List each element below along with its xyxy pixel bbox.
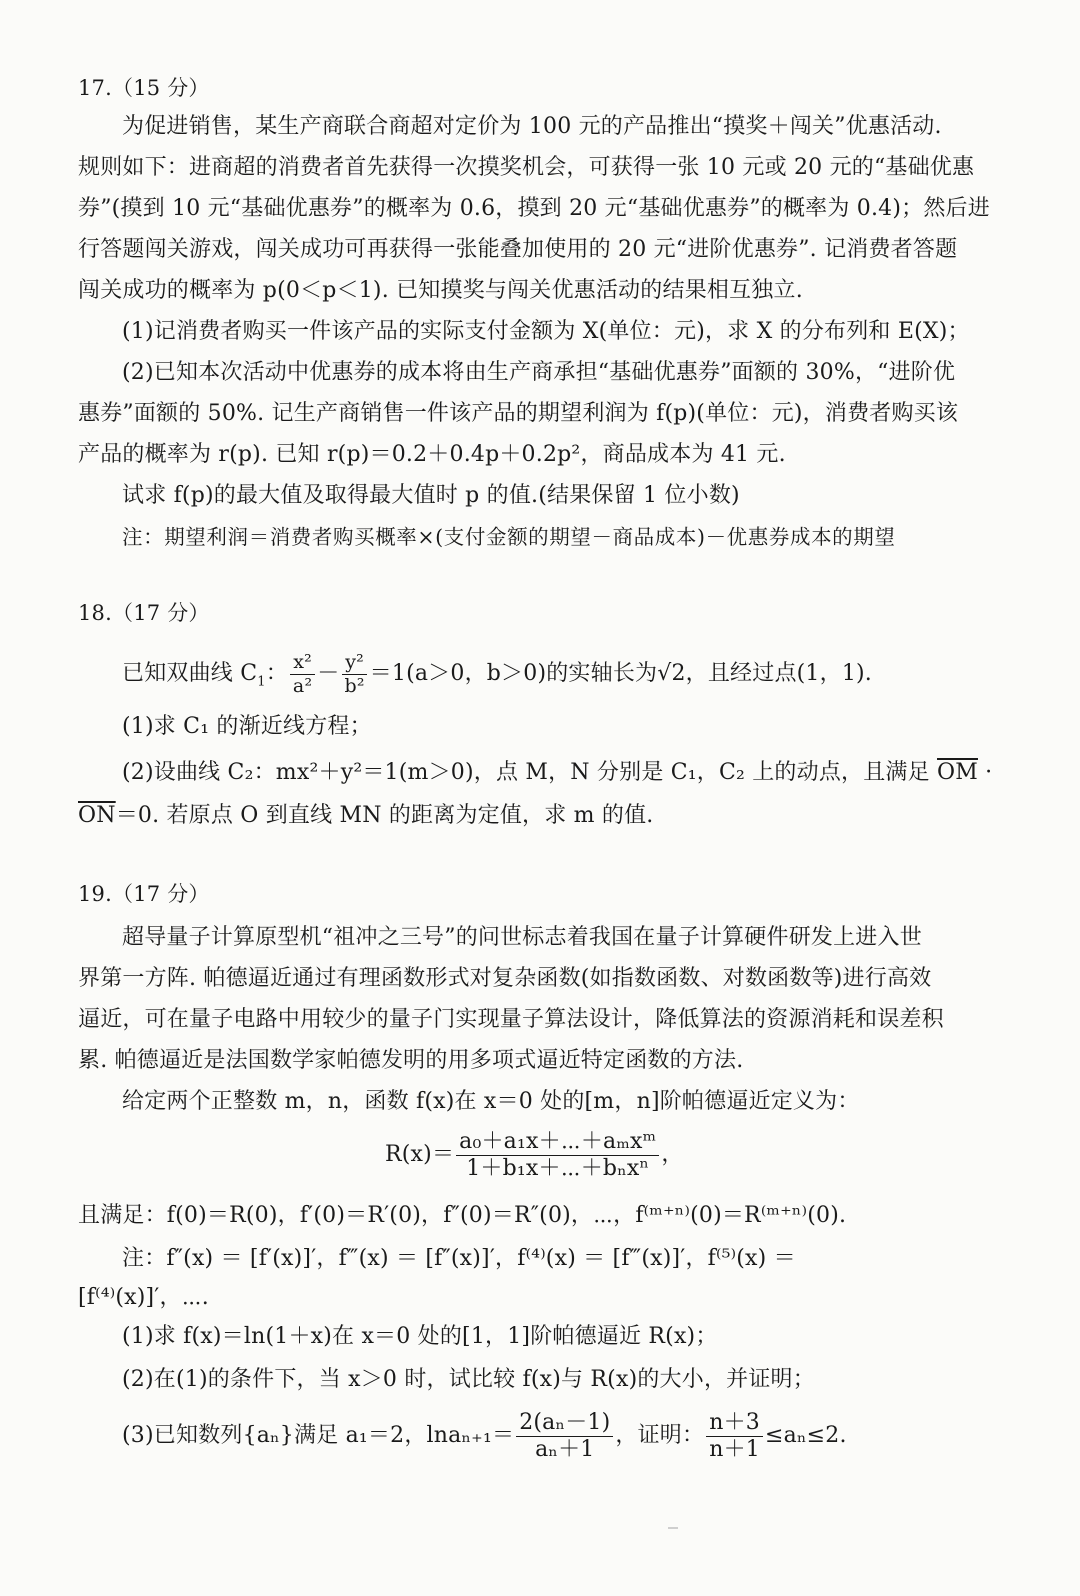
q19-line: 超导量子计算原型机“祖冲之三号”的问世标志着我国在量子计算硬件研发上进入世 (122, 925, 922, 950)
fraction-denominator: 1＋b₁x＋⋯＋bₙxⁿ (466, 1155, 650, 1181)
fraction (341, 650, 367, 697)
fraction-denominator: a² (292, 674, 313, 697)
q19-note-cont: [f⁽⁴⁾(x)]′，⋯. (78, 1285, 209, 1310)
q17-line: 试求 f(p)的最大值及取得最大值时 p 的值.(结果保留 1 位小数) (122, 483, 740, 508)
q19-text: ，证明： (615, 1423, 705, 1448)
q18-part-1: (1)求 C₁ 的渐近线方程； (122, 714, 372, 739)
fraction (456, 1128, 659, 1181)
q17-line: 为促进销售，某生产商联合商超对定价为 100 元的产品推出“摸奖＋闯关”优惠活动. (122, 114, 942, 139)
q18-part-2 (122, 757, 992, 789)
q17-heading: 17.（15 分） (78, 76, 210, 100)
fraction-denominator: aₙ＋1 (535, 1436, 595, 1462)
fraction-denominator: n＋1 (709, 1436, 760, 1462)
q18-text: · (977, 760, 993, 785)
scan-mark (668, 1527, 678, 1529)
pade-formula (385, 1126, 684, 1184)
q17-line: 规则如下：进商超的消费者首先获得一次摸奖机会，可获得一张 10 元或 20 元的“基础优惠 (78, 155, 975, 180)
fraction (516, 1409, 613, 1462)
q17-note: 注：期望利润＝消费者购买概率×(支付金额的期望－商品成本)－优惠券成本的期望 (122, 525, 896, 549)
q18-text: 已知双曲线 C (122, 661, 258, 686)
q18-text: (2)设曲线 C₂：mx²＋y²＝1(m＞0)，点 M，N 分别是 C₁，C₂ 上的动点，且满足 (122, 760, 938, 785)
q17-line: 行答题闯关游戏，闯关成功可再获得一张能叠加使用的 20 元“进阶优惠券”. 记消费者答题 (78, 237, 958, 262)
q19-note: 注：f″(x) ＝ [f′(x)]′，f‴(x) ＝ [f″(x)]′，f⁽⁴⁾(x) ＝ [f‴(x)]′，f⁽⁵⁾(x) ＝ (122, 1246, 796, 1271)
q19-condition: 且满足：f(0)＝R(0)，f′(0)＝R′(0)，f″(0)＝R″(0)，⋯，f⁽ᵐ⁺ⁿ⁾(0)＝R⁽ᵐ⁺ⁿ⁾(0). (78, 1203, 847, 1228)
fraction-numerator: n＋3 (706, 1412, 763, 1437)
q19-line: 累. 帕德逼近是法国数学家帕德发明的用多项式逼近特定函数的方法. (78, 1048, 744, 1073)
fraction-numerator: x² (290, 653, 315, 675)
fraction-numerator: y² (342, 653, 367, 675)
q18-heading: 18.（17 分） (78, 601, 210, 625)
q18-text: ＝1(a＞0，b＞0)的实轴长为√2，且经过点(1，1). (369, 661, 872, 686)
q19-text: (3)已知数列{aₙ}满足 a₁＝2，lnaₙ₊₁＝ (122, 1423, 515, 1448)
q18-text: － (317, 661, 340, 686)
q17-part-2: (2)已知本次活动中优惠券的成本将由生产商承担“基础优惠券”面额的 30%，“进阶优 (122, 360, 956, 385)
q19-line: 界第一方阵. 帕德逼近通过有理函数形式对复杂函数(如指数函数、对数函数等)进行高效 (78, 966, 932, 991)
q17-line: 产品的概率为 r(p). 已知 r(p)＝0.2＋0.4p＋0.2p²，商品成本为 41 元. (78, 442, 786, 467)
q17-line: 惠券”面额的 50%. 记生产商销售一件该产品的期望利润为 f(p)(单位：元)，消费者购买该 (78, 401, 959, 426)
formula-end: ， (661, 1142, 684, 1167)
q18-line-1 (122, 652, 872, 704)
q19-part-3 (122, 1408, 847, 1464)
q17-line: 闯关成功的概率为 p(0＜p＜1). 已知摸奖与闯关优惠活动的结果相互独立. (78, 278, 803, 303)
fraction-numerator: 2(aₙ－1) (516, 1412, 613, 1437)
q19-line: 逼近，可在量子电路中用较少的量子门实现量子算法设计，降低算法的资源消耗和误差积 (78, 1007, 944, 1032)
q19-heading: 19.（17 分） (78, 882, 210, 906)
q19-part-1: (1)求 f(x)＝ln(1＋x)在 x＝0 处的[1，1]阶帕德逼近 R(x)； (122, 1324, 718, 1349)
q18-sub: 1 (257, 674, 266, 690)
q18-part-2-cont (78, 800, 654, 832)
vector-om: $\overline{OM}$ (937, 760, 978, 785)
fraction (290, 650, 315, 697)
q17-part-1: (1)记消费者购买一件该产品的实际支付金额为 X(单位：元)，求 X 的分布列和 E(X)； (122, 319, 970, 344)
q18-text: ＝0. 若原点 O 到直线 MN 的距离为定值，求 m 的值. (115, 803, 654, 828)
vector-on: $\overline{ON}$ (78, 803, 116, 828)
fraction (706, 1409, 763, 1462)
q17-line: 券”(摸到 10 元“基础优惠券”的概率为 0.6，摸到 20 元“基础优惠券”的概率为 0.4)；然后进 (78, 196, 990, 221)
fraction-numerator: a₀＋a₁x＋⋯＋aₘxᵐ (456, 1131, 659, 1156)
q18-text: ： (265, 661, 288, 686)
q19-line: 给定两个正整数 m，n，函数 f(x)在 x＝0 处的[m，n]阶帕德逼近定义为： (122, 1089, 860, 1114)
q19-part-2: (2)在(1)的条件下，当 x＞0 时，试比较 f(x)与 R(x)的大小，并证明； (122, 1367, 815, 1392)
q19-text: ≤aₙ≤2. (765, 1423, 847, 1448)
formula-lhs: R(x)＝ (385, 1142, 455, 1167)
fraction-denominator: b² (344, 674, 365, 697)
